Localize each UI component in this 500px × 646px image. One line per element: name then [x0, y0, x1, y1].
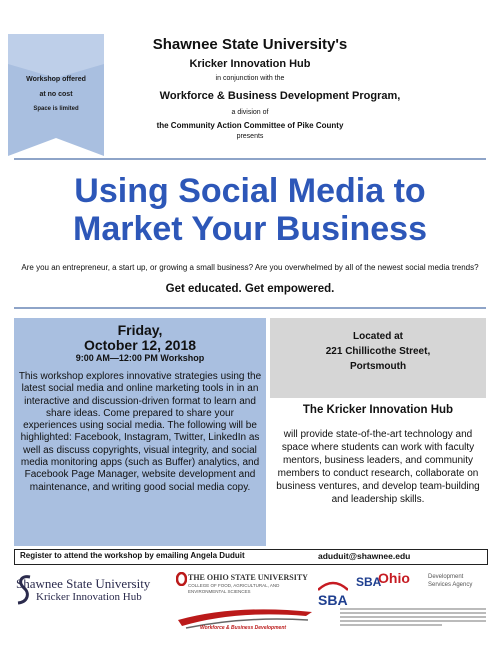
location-label: Located at — [352, 331, 403, 342]
register-text: Register to attend the workshop by emailing Angela Duduit — [20, 551, 245, 560]
header-division: a division of — [231, 109, 269, 116]
header-university: Shawnee State University's — [152, 36, 348, 53]
sba-ohio-prefix: SBA — [356, 575, 382, 589]
header-presents: presents — [236, 133, 264, 140]
osu-block-o-icon — [176, 572, 187, 586]
tagline: Get educated. Get empowered. — [165, 283, 335, 295]
header-committee: the Community Action Committee of Pike County — [156, 121, 344, 130]
ssu-logo-subtitle: Kricker Innovation Hub — [36, 591, 142, 603]
header-program: Workforce & Business Development Program, — [159, 90, 401, 102]
sba-logo-text: SBA — [318, 592, 348, 608]
ribbon-cost-text: at no cost — [39, 91, 73, 98]
middle-divider — [14, 307, 486, 309]
event-time: 9:00 AM—12:00 PM Workshop — [75, 353, 205, 363]
title-line-1: Using Social Media to — [74, 172, 426, 210]
wbd-logo-text: Workforce & Business Development — [200, 625, 287, 631]
intro-question: Are you an entrepreneur, a start up, or growing a small business? Are you overwhelmed by all of the newest social media trends? — [21, 263, 479, 272]
location-street: 221 Chillicothe Street, — [325, 346, 431, 357]
register-email-link[interactable]: aduduit@shawnee.edu — [318, 551, 411, 561]
header-conjunction: in conjunction with the — [215, 75, 285, 82]
ohio-logo-text: Ohio — [378, 570, 410, 586]
ssu-logo-name: Shawnee State University — [16, 576, 151, 591]
ribbon-limited-text: Space is limited — [33, 106, 79, 112]
osu-logo-college: COLLEGE OF FOOD, AGRICULTURAL, AND ENVIRONMENTAL SCIENCES — [188, 583, 280, 594]
event-day: Friday, — [117, 322, 163, 338]
header-hub: Kricker Innovation Hub — [189, 58, 311, 70]
event-description: This workshop explores innovative strategies using the latest social media and online marketing tools in in an interactive and discussion-driven format to learn and share ideas. Come prepared to share your experiences using social media. The following will be highlighted: Facebook, Instagram, Twitter, LinkedIn as well as discuss copyrights, visual integrity, and social media monitoring apps (such as Buffer) analytics, and Facebook Page Manager, website development and maintenance, and writing good social media copy. — [18, 371, 262, 493]
sba-star-icon — [318, 576, 348, 592]
location-city: Portsmouth — [349, 361, 407, 372]
top-divider — [14, 158, 486, 160]
hub-description: will provide state-of-the-art technology and space where students can work with faculty mentors, business leaders, and community members to conduct research, collaborate on business ventures, and develop team-building and leadership skills. — [276, 429, 480, 505]
title-line-2: Market Your Business — [73, 210, 427, 248]
osu-logo-name: THE OHIO STATE UNIVERSITY — [188, 573, 308, 582]
dsa-logo-text: Development Services Agency — [428, 574, 473, 588]
fine-print-placeholder — [340, 606, 486, 628]
event-date: October 12, 2018 — [83, 337, 197, 353]
ribbon-offer-text: Workshop offered — [26, 76, 86, 83]
hub-heading: The Kricker Innovation Hub — [302, 404, 454, 416]
